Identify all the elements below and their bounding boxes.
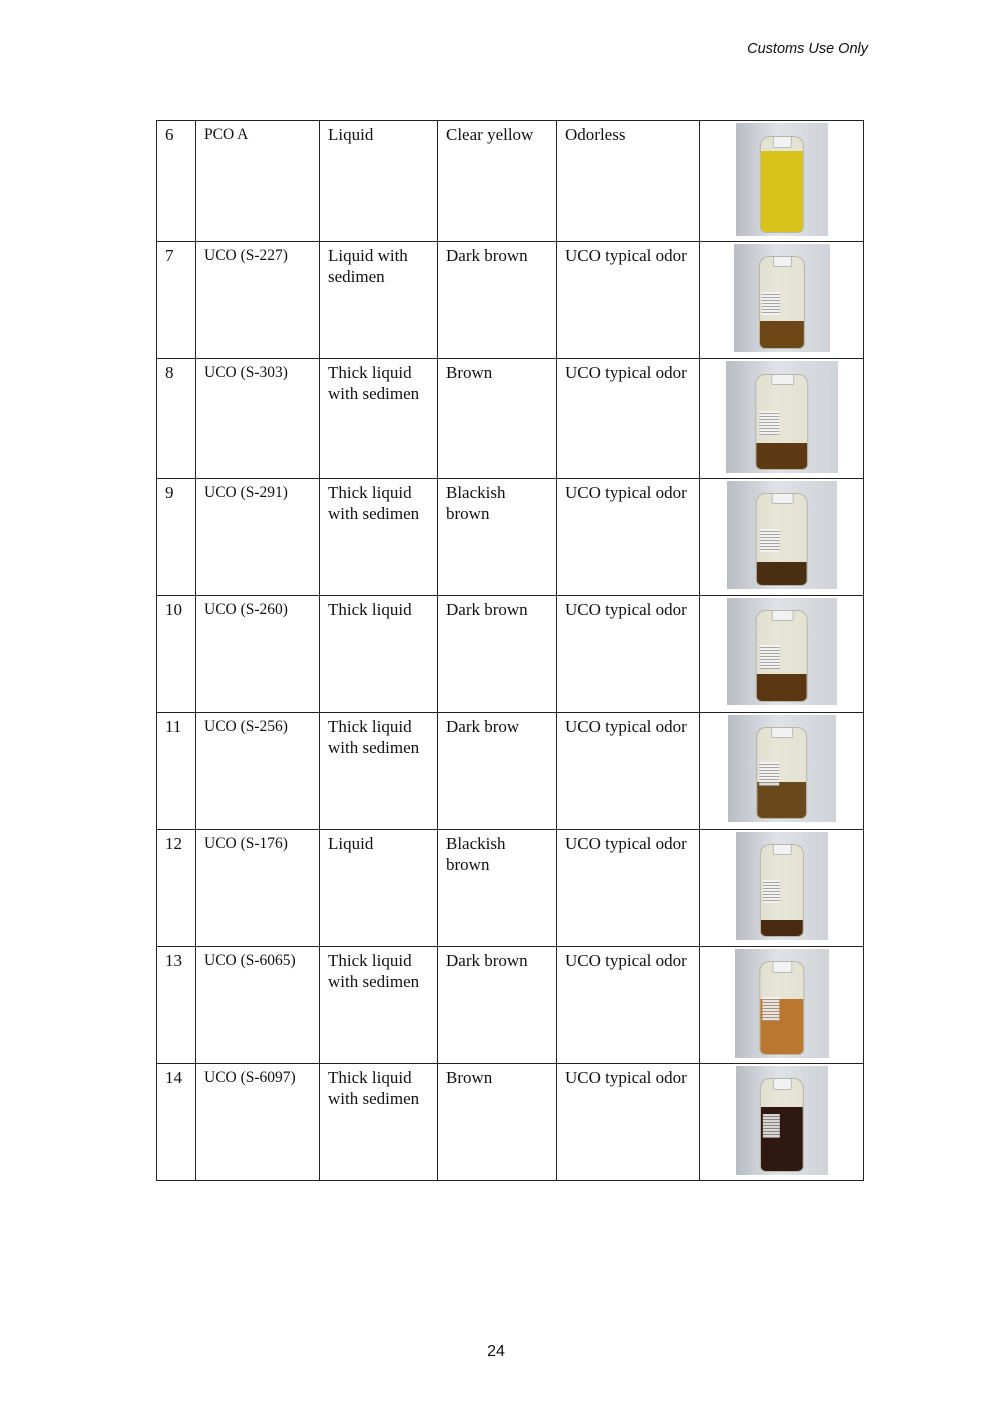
brown-oil-bottle-photo [727,481,837,589]
photo-cell [700,121,864,242]
bottle-icon [755,374,809,470]
bottle-icon [759,1078,803,1172]
form-cell: Thick liquid with sedimen [320,359,438,479]
brown-oil-bottle-photo [728,715,836,822]
table-row [157,947,864,1064]
form-cell: Thick liquid with sedimen [320,479,438,596]
row-number-cell: 8 [157,359,196,479]
table-row [157,1064,864,1181]
brown-oil-bottle-photo [726,361,838,473]
bottle-label [759,645,779,668]
form-cell: Liquid [320,121,438,242]
brown-oil-bottle-photo [734,244,830,352]
odor-cell: UCO typical odor [557,596,700,713]
sample-name-cell: UCO (S-6097) [196,1064,320,1181]
sample-name-cell: UCO (S-303) [196,359,320,479]
bottle-label [759,411,780,435]
color-cell: Brown [438,359,557,479]
labeled-oil-bottle-photo [735,949,829,1058]
oil-liquid [756,562,807,585]
sample-name-cell: UCO (S-291) [196,479,320,596]
row-number-cell: 12 [157,830,196,947]
bottle-label [762,292,780,316]
bottle-cap-icon [773,256,793,267]
brown-oil-bottle-photo [736,832,828,940]
bottle-cap-icon [771,493,793,504]
yellow-oil-bottle-photo [736,123,828,236]
bottle-cap-icon [773,961,792,972]
bottle-label [760,762,780,785]
bottle-cap-icon [773,136,792,147]
row-number-cell: 14 [157,1064,196,1181]
table-row [157,830,864,947]
bottle-cap-icon [773,1078,792,1089]
photo-cell [700,596,864,713]
odor-cell: UCO typical odor [557,359,700,479]
form-cell: Thick liquid with sedimen [320,713,438,830]
row-number-cell: 13 [157,947,196,1064]
bottle-cap-icon [772,727,794,738]
color-cell: Clear yellow [438,121,557,242]
color-cell: Dark brow [438,713,557,830]
bottle-cap-icon [773,844,792,855]
oil-liquid [757,782,807,818]
color-cell: Dark brown [438,947,557,1064]
oil-liquid [756,443,808,469]
bottle-cap-icon [771,374,794,385]
odor-cell: UCO typical odor [557,713,700,830]
oil-liquid [760,151,802,232]
bottle-cap-icon [771,610,793,621]
form-cell: Liquid [320,830,438,947]
bottle-icon [755,610,808,702]
sample-name-cell: UCO (S-227) [196,242,320,359]
bottle-icon [755,493,808,586]
odor-cell: UCO typical odor [557,242,700,359]
oil-liquid [760,920,802,936]
odor-cell: UCO typical odor [557,479,700,596]
oil-liquid [756,674,807,701]
form-cell: Liquid with sedimen [320,242,438,359]
table-row [157,242,864,359]
bottle-label [763,1114,780,1138]
color-cell: Dark brown [438,242,557,359]
photo-cell [700,479,864,596]
row-number-cell: 6 [157,121,196,242]
sample-table-body [157,121,864,1181]
customs-use-only-note: Customs Use Only [747,41,868,57]
bottle-label [763,880,780,904]
row-number-cell: 9 [157,479,196,596]
row-number-cell: 11 [157,713,196,830]
photo-cell [700,830,864,947]
form-cell: Thick liquid with sedimen [320,947,438,1064]
photo-cell [700,242,864,359]
color-cell: Brown [438,1064,557,1181]
bottle-icon [759,136,803,233]
sample-name-cell: UCO (S-176) [196,830,320,947]
photo-cell [700,947,864,1064]
odor-cell: Odorless [557,121,700,242]
color-cell: Blackish brown [438,830,557,947]
bottle-label [762,997,779,1021]
table-row [157,596,864,713]
row-number-cell: 7 [157,242,196,359]
bottle-icon [756,727,808,819]
odor-cell: UCO typical odor [557,830,700,947]
sample-name-cell: UCO (S-256) [196,713,320,830]
row-number-cell: 10 [157,596,196,713]
form-cell: Thick liquid [320,596,438,713]
sample-name-cell: PCO A [196,121,320,242]
odor-cell: UCO typical odor [557,947,700,1064]
bottle-icon [759,961,804,1055]
form-cell: Thick liquid with sedimen [320,1064,438,1181]
table-row [157,121,864,242]
table-row [157,713,864,830]
color-cell: Dark brown [438,596,557,713]
color-cell: Blackish brown [438,479,557,596]
table-row [157,479,864,596]
dark-oil-bottle-photo [736,1066,828,1175]
bottle-label [759,529,779,553]
bottle-icon [758,256,804,349]
photo-cell [700,359,864,479]
photo-cell [700,713,864,830]
photo-cell [700,1064,864,1181]
oil-liquid [759,321,803,348]
sample-name-cell: UCO (S-260) [196,596,320,713]
table-row [157,359,864,479]
page-number: 24 [487,1343,505,1360]
bottle-icon [759,844,803,937]
brown-oil-bottle-photo [727,598,837,705]
sample-table [156,120,864,1181]
odor-cell: UCO typical odor [557,1064,700,1181]
sample-name-cell: UCO (S-6065) [196,947,320,1064]
